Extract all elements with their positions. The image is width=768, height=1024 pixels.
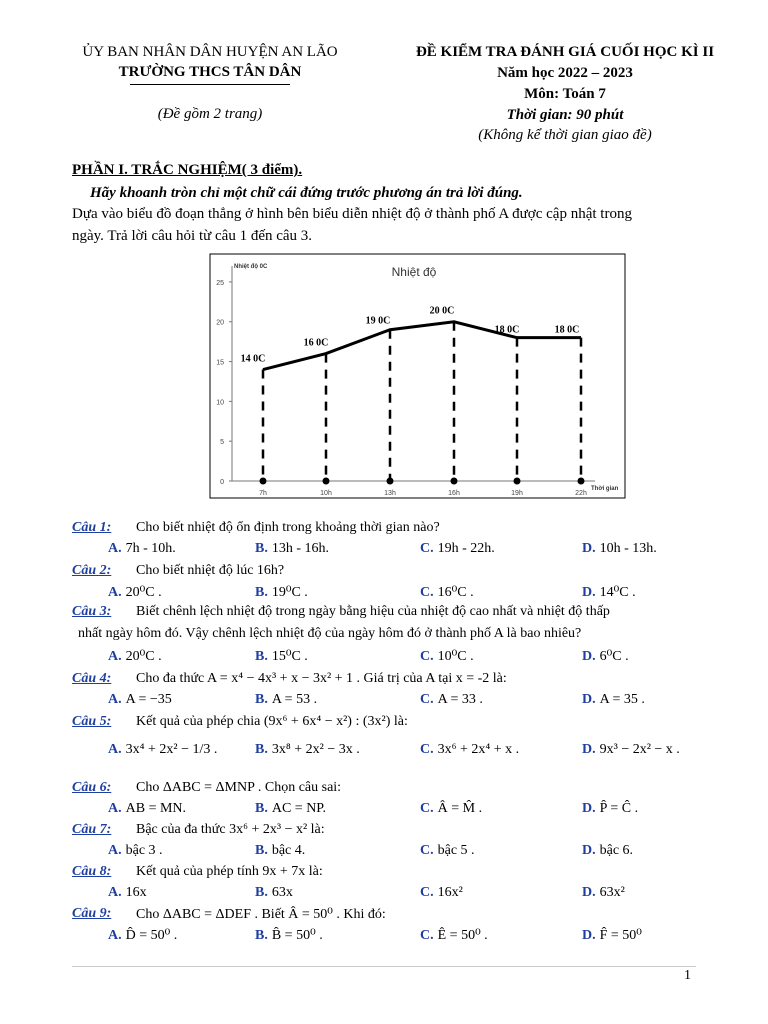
option-letter: A. (108, 928, 122, 943)
question-text: Cho biết nhiệt độ lúc 16h? (136, 563, 285, 578)
question-label: Câu 9: (72, 906, 112, 921)
option-letter: B. (255, 692, 268, 707)
answer-option[interactable] (420, 541, 495, 557)
intro-line-1: Dựa vào biểu đồ đoạn thẳng ở hình bên biểu diễn nhiệt độ ở thành phố A được cập nhật trong (72, 206, 632, 222)
option-text: 3x⁸ + 2x² − 3x . (271, 742, 360, 757)
x-tick-label: 22h (575, 490, 587, 497)
question-label: Câu 1: (72, 520, 112, 535)
x-tick-label: 16h (448, 490, 460, 497)
answer-option[interactable] (420, 843, 475, 859)
answer-option[interactable] (255, 843, 305, 859)
data-point (387, 478, 394, 485)
option-letter: B. (255, 541, 268, 556)
option-text: 6⁰C . (599, 649, 629, 664)
answer-option[interactable] (255, 692, 317, 708)
option-text: bậc 5 . (437, 843, 475, 858)
option-letter: B. (255, 742, 268, 757)
answer-option[interactable] (255, 584, 308, 601)
data-label: 20 0C (429, 305, 455, 317)
option-letter: A. (108, 843, 122, 858)
answer-option[interactable] (108, 801, 186, 817)
answer-option[interactable] (255, 885, 293, 901)
data-point (514, 478, 521, 485)
option-letter: B. (255, 928, 268, 943)
option-text: 14⁰C . (599, 585, 636, 600)
option-text: 20⁰C . (125, 649, 162, 664)
y-tick-label: 15 (216, 359, 224, 367)
y-tick-label: 5 (220, 439, 224, 447)
x-tick-label: 7h (259, 490, 267, 497)
x-tick-label: 19h (511, 490, 523, 497)
option-letter: D. (582, 649, 596, 664)
option-text: bậc 4. (271, 843, 306, 858)
option-letter: C. (420, 928, 434, 943)
question-label: Câu 6: (72, 780, 112, 795)
option-text: 3x⁶ + 2x⁴ + x . (437, 742, 520, 757)
answer-option[interactable] (582, 692, 645, 708)
question-text: Kết quả của phép tính 9x + 7x là: (136, 864, 323, 879)
option-text: 20⁰C . (125, 585, 162, 600)
question-text: Cho ΔABC = ΔMNP . Chọn câu sai: (136, 780, 342, 795)
page-count-note: (Đề gồm 2 trang) (157, 106, 263, 122)
answer-option[interactable] (108, 742, 217, 758)
answer-option[interactable] (255, 927, 323, 944)
subject: Môn: Toán 7 (524, 86, 606, 102)
answer-option[interactable] (255, 541, 329, 557)
question-text: Bậc của đa thức 3x⁶ + 2x³ − x² là: (136, 822, 325, 837)
answer-option[interactable] (582, 801, 638, 817)
answer-option[interactable] (420, 801, 482, 817)
y-tick-label: 20 (216, 319, 224, 327)
data-point (451, 478, 458, 485)
option-letter: C. (420, 541, 434, 556)
option-text: A = 35 . (599, 692, 645, 707)
option-text: 19h - 22h. (437, 541, 495, 556)
school-authority: ỦY BAN NHÂN DÂN HUYỆN AN LÃO (82, 44, 338, 60)
answer-option[interactable] (255, 742, 360, 758)
answer-option[interactable] (420, 648, 474, 665)
option-text: Ê = 50⁰ . (437, 928, 488, 943)
option-text: bậc 3 . (125, 843, 163, 858)
option-letter: C. (420, 649, 434, 664)
option-text: A = −35 (125, 692, 172, 707)
answer-option[interactable] (582, 648, 629, 665)
question-text: Cho ΔABC = ΔDEF . Biết Â = 50⁰ . Khi đó: (136, 907, 386, 922)
answer-option[interactable] (108, 927, 177, 944)
data-point (323, 478, 330, 485)
option-letter: D. (582, 742, 596, 757)
answer-option[interactable] (420, 692, 483, 708)
option-letter: D. (582, 541, 596, 556)
answer-option[interactable] (420, 927, 488, 944)
option-text: F̂ = 50⁰ (599, 928, 642, 943)
option-text: 9x³ − 2x² − x . (599, 742, 680, 757)
answer-option[interactable] (420, 885, 463, 901)
option-letter: C. (420, 801, 434, 816)
chart-frame (210, 254, 625, 498)
option-text: Â = M̂ . (437, 801, 483, 816)
option-text: 16x² (437, 885, 463, 900)
chart-title: Nhiệt độ (391, 265, 437, 279)
question-label: Câu 7: (72, 822, 112, 837)
school-name: TRƯỜNG THCS TÂN DÂN (118, 64, 302, 80)
option-letter: A. (108, 742, 122, 757)
answer-option[interactable] (108, 885, 147, 901)
option-letter: A. (108, 585, 122, 600)
answer-option[interactable] (255, 648, 308, 665)
option-text: 19⁰C . (271, 585, 308, 600)
answer-option[interactable] (582, 927, 642, 944)
data-point (578, 478, 585, 485)
x-tick-label: 13h (384, 490, 396, 497)
data-label: 19 0C (365, 315, 391, 327)
option-letter: C. (420, 692, 434, 707)
answer-option[interactable] (582, 584, 636, 601)
answer-option[interactable] (108, 541, 176, 557)
option-text: 3x⁴ + 2x² − 1/3 . (125, 742, 218, 757)
school-year: Năm học 2022 – 2023 (497, 65, 633, 81)
header-underline (130, 84, 290, 85)
answer-option[interactable] (582, 885, 625, 901)
question-text-continued: nhất ngày hôm đó. Vậy chênh lệch nhiệt độ của ngày hôm đó ở thành phố A là bao nhiêu? (78, 626, 582, 641)
option-letter: D. (582, 928, 596, 943)
y-tick-label: 25 (216, 279, 224, 287)
duration-note: (Không kể thời gian giao đề) (478, 127, 652, 143)
answer-option[interactable] (420, 584, 474, 601)
question-label: Câu 3: (72, 604, 112, 619)
question-text: Kết quả của phép chia (9x⁶ + 6x⁴ − x²) : (3x²) là: (136, 714, 408, 729)
section-instruction: Hãy khoanh tròn chỉ một chữ cái đứng trước phương án trả lời đúng. (90, 185, 523, 201)
option-letter: B. (255, 885, 268, 900)
option-text: 10h - 13h. (599, 541, 657, 556)
question-text: Cho đa thức A = x⁴ − 4x³ + x − 3x² + 1 . Giá trị của A tại x = -2 là: (136, 671, 507, 686)
y-tick-label: 0 (220, 479, 224, 486)
option-letter: A. (108, 541, 122, 556)
option-letter: B. (255, 585, 268, 600)
question-label: Câu 8: (72, 864, 112, 879)
question-label: Câu 5: (72, 714, 112, 729)
option-letter: B. (255, 801, 268, 816)
answer-option[interactable] (420, 742, 519, 758)
option-text: 16⁰C . (437, 585, 474, 600)
option-letter: D. (582, 801, 596, 816)
answer-option[interactable] (255, 801, 326, 817)
option-letter: B. (255, 649, 268, 664)
option-text: 15⁰C . (271, 649, 308, 664)
option-letter: A. (108, 885, 122, 900)
option-text: 63x (271, 885, 293, 900)
y-tick-label: 10 (216, 399, 224, 407)
question-label: Câu 2: (72, 563, 112, 578)
answer-option[interactable] (108, 843, 163, 859)
question-label: Câu 4: (72, 671, 112, 686)
answer-option[interactable] (582, 742, 680, 758)
option-letter: C. (420, 585, 434, 600)
page-number: 1 (684, 968, 691, 983)
option-text: A = 33 . (437, 692, 483, 707)
option-letter: D. (582, 692, 596, 707)
option-letter: A. (108, 692, 122, 707)
question-text: Biết chênh lệch nhiệt độ trong ngày bằng hiệu của nhiệt độ cao nhất và nhiệt độ thấp (136, 604, 610, 619)
data-label: 18 0C (494, 324, 520, 336)
option-text: 10⁰C . (437, 649, 474, 664)
option-text: P̂ = Ĉ . (599, 801, 639, 816)
option-text: AB = MN. (125, 801, 187, 816)
x-axis-label: Thời gian (591, 486, 619, 492)
option-text: B̂ = 50⁰ . (271, 928, 323, 943)
option-letter: D. (582, 585, 596, 600)
exam-title: ĐỀ KIỂM TRA ĐÁNH GIÁ CUỐI HỌC KÌ II (415, 44, 715, 60)
option-text: D̂ = 50⁰ . (125, 928, 178, 943)
option-text: 7h - 10h. (125, 541, 176, 556)
answer-option[interactable] (582, 843, 633, 859)
option-letter: A. (108, 649, 122, 664)
footer-divider (72, 966, 696, 967)
option-letter: B. (255, 843, 268, 858)
data-label: 16 0C (303, 337, 329, 349)
question-text: Cho biết nhiệt độ ổn định trong khoảng thời gian nào? (136, 520, 440, 535)
option-text: 13h - 16h. (271, 541, 330, 556)
option-letter: C. (420, 885, 434, 900)
answer-option[interactable] (108, 692, 172, 708)
option-letter: C. (420, 843, 434, 858)
answer-option[interactable] (108, 648, 162, 665)
option-text: A = 53 . (271, 692, 318, 707)
option-letter: D. (582, 843, 596, 858)
data-label: 14 0C (240, 353, 266, 365)
answer-option[interactable] (108, 584, 162, 601)
intro-line-2: ngày. Trả lời câu hỏi từ câu 1 đến câu 3. (72, 228, 313, 244)
option-text: bậc 6. (599, 843, 634, 858)
answer-option[interactable] (582, 541, 657, 557)
option-letter: A. (108, 801, 122, 816)
y-axis-label: Nhiệt độ 0C (234, 264, 268, 270)
option-letter: D. (582, 885, 596, 900)
option-letter: C. (420, 742, 434, 757)
data-label: 18 0C (554, 324, 580, 336)
duration: Thời gian: 90 phút (506, 107, 624, 123)
section-title: PHẦN I. TRẮC NGHIỆM( 3 điểm). (72, 162, 303, 178)
option-text: 16x (125, 885, 147, 900)
option-text: 63x² (599, 885, 625, 900)
temperature-chart (200, 252, 630, 502)
option-text: AC = NP. (271, 801, 327, 816)
x-tick-label: 10h (320, 490, 332, 497)
data-point (260, 478, 267, 485)
